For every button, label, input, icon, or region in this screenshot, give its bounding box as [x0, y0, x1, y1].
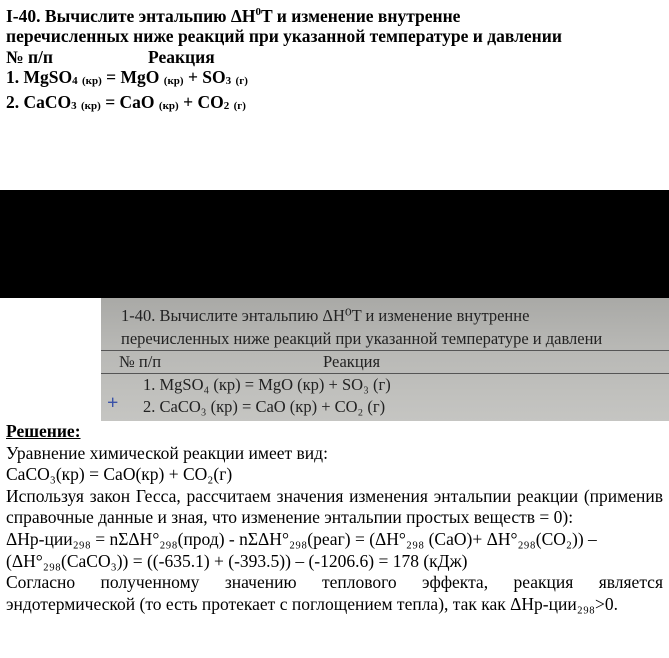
reaction-1-product-2: + SO: [183, 67, 226, 88]
reaction-1: [6, 67, 666, 92]
solution-hess: Используя закон Гесса, рассчитаем значения изменения энтальпии реакции (применив справочные данные и зная, что изменение энтальпии простых веществ = 0):: [6, 485, 663, 528]
task-title-sub: T: [261, 5, 273, 26]
reaction-1-product-1: = MgO: [101, 67, 164, 88]
task-number: I-40.: [6, 5, 41, 26]
header-num: № п/п: [6, 46, 53, 67]
photo-header-reaction: Реакция: [323, 352, 381, 371]
header-reaction: Реакция: [148, 46, 215, 67]
reaction-2-product-2: + CO: [178, 91, 224, 112]
reaction-1-reactant-phase: (кр): [82, 75, 102, 88]
task-title: [6, 2, 666, 26]
solution: [6, 421, 663, 615]
table-header: [6, 47, 666, 68]
solution-calc-2: (ΔH°₂₉₈(CaCO₃)) = ((-635.1) + (-393.5)) – (-1206.6) = 178 (кДж): [6, 550, 468, 571]
task-title-sup: 0: [255, 6, 262, 18]
reaction-1-product-2-phase: (г): [235, 75, 248, 88]
solution-heading: Решение:: [6, 421, 81, 441]
photo-row-1: 1. MgSO₄ (кр) = MgO (кр) + SO₃ (г): [143, 375, 391, 394]
solution-intro: Уравнение химической реакции имеет вид:: [6, 442, 328, 463]
reaction-2: [6, 92, 666, 117]
photo-line-2: перечисленных ниже реакций при указанной температуре и давлени: [121, 329, 603, 348]
reaction-2-product-1: = CaO: [100, 91, 159, 112]
task-line-2: перечисленных ниже реакций при указанной температуре и давлении: [6, 26, 562, 47]
textbook-photo: [101, 298, 669, 421]
reaction-1-reactant: MgSO: [23, 67, 73, 88]
reaction-2-reactant: CaCO: [23, 91, 72, 112]
reaction-2-product-2-sub: 2: [223, 99, 230, 112]
photo-row-2: 2. CaCO₃ (кр) = CaO (кр) + CO₂ (г): [143, 397, 386, 416]
pen-mark: +: [107, 392, 119, 414]
reaction-1-reactant-sub: 4: [72, 75, 78, 88]
photo-line-1: 1-40. Вычислите энтальпию ΔH⁰T и изменение внутренне: [121, 306, 530, 325]
reaction-2-product-1-phase: (кр): [158, 99, 179, 112]
reaction-1-num: 1.: [6, 67, 20, 88]
solution-equation: CaCO₃(кр) = CaO(кр) + CO₂(г): [6, 464, 233, 485]
reaction-2-reactant-phase: (кр): [81, 99, 101, 112]
reaction-2-product-2-phase: (г): [233, 99, 246, 112]
task-title-text: Вычислите энтальпию ΔH: [44, 5, 256, 26]
photo-header-num: № п/п: [119, 352, 162, 371]
solution-conclusion: Согласно полученному значению теплового эффекта, реакция является эндотермической (то есть протекает с поглощением тепла), так как ΔHр-ции₂₉₈>0.: [6, 572, 663, 614]
reaction-1-product-2-sub: 3: [225, 75, 232, 88]
task-title-rest: и изменение внутренне: [272, 5, 461, 26]
reaction-2-num: 2.: [6, 91, 20, 112]
black-band: [0, 190, 669, 298]
photo-rule-mid: [101, 373, 669, 374]
task-statement: [6, 2, 666, 116]
reaction-1-product-1-phase: (кр): [163, 75, 184, 88]
photo-rule-top: [101, 350, 669, 351]
reaction-2-reactant-sub: 3: [71, 99, 77, 112]
solution-calc-1: ΔHр-ции₂₉₈ = nΣΔH°₂₉₈(прод) - nΣΔH°₂₉₈(реаг) = (ΔH°₂₉₈ (CaO)+ ΔH°₂₉₈(CO₂)) –: [6, 528, 597, 549]
